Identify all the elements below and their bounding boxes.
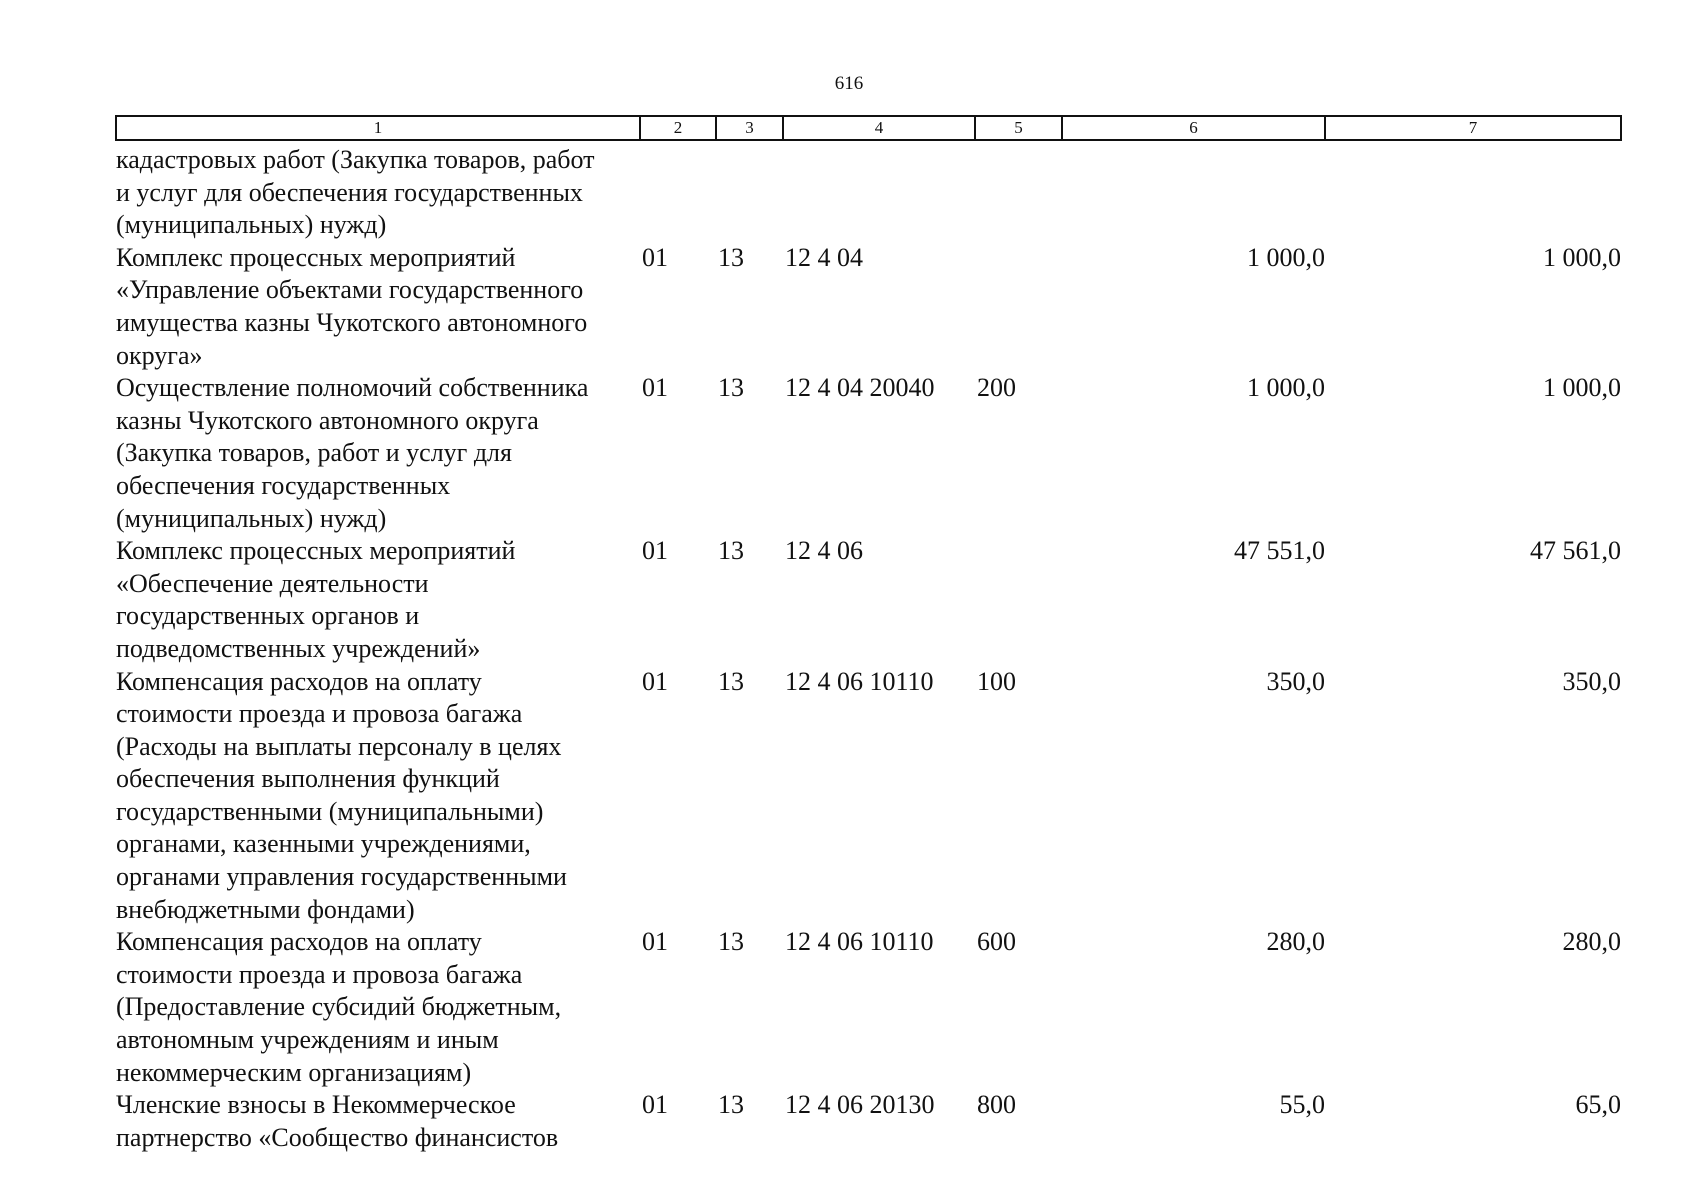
row-expense-type — [975, 535, 1062, 665]
row-expense-type — [975, 140, 1062, 242]
row-section: 01 — [642, 242, 668, 272]
row-section: 01 — [642, 373, 668, 403]
row-expense-type: 800 — [977, 1090, 1016, 1120]
row-target-code: 12 4 06 — [785, 536, 863, 566]
table-row — [116, 242, 1621, 372]
row-target-code: 12 4 06 10110 — [785, 927, 934, 957]
row-amount-1: 280,0 — [1266, 927, 1325, 957]
row-amount-1: 1 000,0 — [1247, 242, 1325, 272]
table-header — [116, 116, 1621, 140]
row-name: Осуществление полномочий собственника казны Чукотского автономного округа (Закупка товаров, работ и услуг для обеспечения государственных (муниципальных) нужд) — [116, 373, 589, 533]
row-amount-2: 280,0 — [1562, 927, 1621, 957]
row-expense-type: 100 — [977, 666, 1016, 696]
row-amount-1: 1 000,0 — [1247, 373, 1325, 403]
row-amount-2: 1 000,0 — [1543, 242, 1621, 272]
row-expense-type — [975, 242, 1062, 372]
row-subsection — [716, 140, 783, 242]
row-subsection: 13 — [718, 373, 744, 403]
row-subsection: 13 — [718, 927, 744, 957]
row-name: Комплекс процессных мероприятий «Обеспечение деятельности государственных органов и подведомственных учреждений» — [116, 536, 516, 663]
row-name: Членские взносы в Некоммерческое партнерство «Сообщество финансистов — [116, 1090, 559, 1152]
row-target-code: 12 4 06 10110 — [785, 666, 934, 696]
row-amount-1 — [1062, 140, 1325, 242]
header-col-4: 4 — [783, 116, 975, 140]
header-col-6: 6 — [1062, 116, 1325, 140]
row-subsection: 13 — [718, 1090, 744, 1120]
row-amount-1: 350,0 — [1266, 666, 1325, 696]
row-target-code: 12 4 04 20040 — [785, 373, 935, 403]
row-target-code: 12 4 04 — [785, 242, 863, 272]
table-row — [116, 140, 1621, 242]
table-row — [116, 372, 1621, 535]
row-amount-2 — [1325, 140, 1621, 242]
row-section: 01 — [642, 927, 668, 957]
table-body — [116, 140, 1621, 1154]
row-subsection: 13 — [718, 536, 744, 566]
row-amount-1: 47 551,0 — [1234, 536, 1325, 566]
header-col-3: 3 — [716, 116, 783, 140]
table-row — [116, 535, 1621, 665]
row-subsection: 13 — [718, 242, 744, 272]
row-amount-2: 47 561,0 — [1530, 536, 1621, 566]
row-section — [640, 140, 716, 242]
row-expense-type: 200 — [977, 373, 1016, 403]
header-col-2: 2 — [640, 116, 716, 140]
row-target-code: 12 4 06 20130 — [785, 1090, 935, 1120]
table-row — [116, 1089, 1621, 1154]
row-amount-1: 55,0 — [1279, 1090, 1325, 1120]
row-amount-2: 65,0 — [1575, 1090, 1621, 1120]
header-row — [116, 116, 1621, 140]
row-subsection: 13 — [718, 666, 744, 696]
row-section: 01 — [642, 536, 668, 566]
row-target-code — [783, 140, 975, 242]
row-name: кадастровых работ (Закупка товаров, работ и услуг для обеспечения государственных (муниципальных) нужд) — [116, 145, 595, 240]
table-row — [116, 926, 1621, 1089]
header-col-7: 7 — [1325, 116, 1621, 140]
row-amount-2: 350,0 — [1562, 666, 1621, 696]
row-name: Компенсация расходов на оплату стоимости проезда и провоза багажа (Расходы на выплаты персоналу в целях обеспечения выполнения функций государственными (муниципальными) органами, казенными учреждениями, органами управления государственными внебюджетными фондами) — [116, 666, 567, 924]
header-col-5: 5 — [975, 116, 1062, 140]
row-amount-2: 1 000,0 — [1543, 373, 1621, 403]
page-number: 616 — [834, 73, 864, 94]
header-col-1: 1 — [116, 116, 640, 140]
budget-table — [115, 115, 1622, 1154]
row-section: 01 — [642, 1090, 668, 1120]
row-section: 01 — [642, 666, 668, 696]
row-name: Компенсация расходов на оплату стоимости проезда и провоза багажа (Предоставление субсидий бюджетным, автономным учреждениям и иным некоммерческим организациям) — [116, 927, 562, 1087]
row-expense-type: 600 — [977, 927, 1016, 957]
row-name: Комплекс процессных мероприятий «Управление объектами государственного имущества казны Чукотского автономного округа» — [116, 242, 588, 370]
table-row — [116, 666, 1621, 927]
